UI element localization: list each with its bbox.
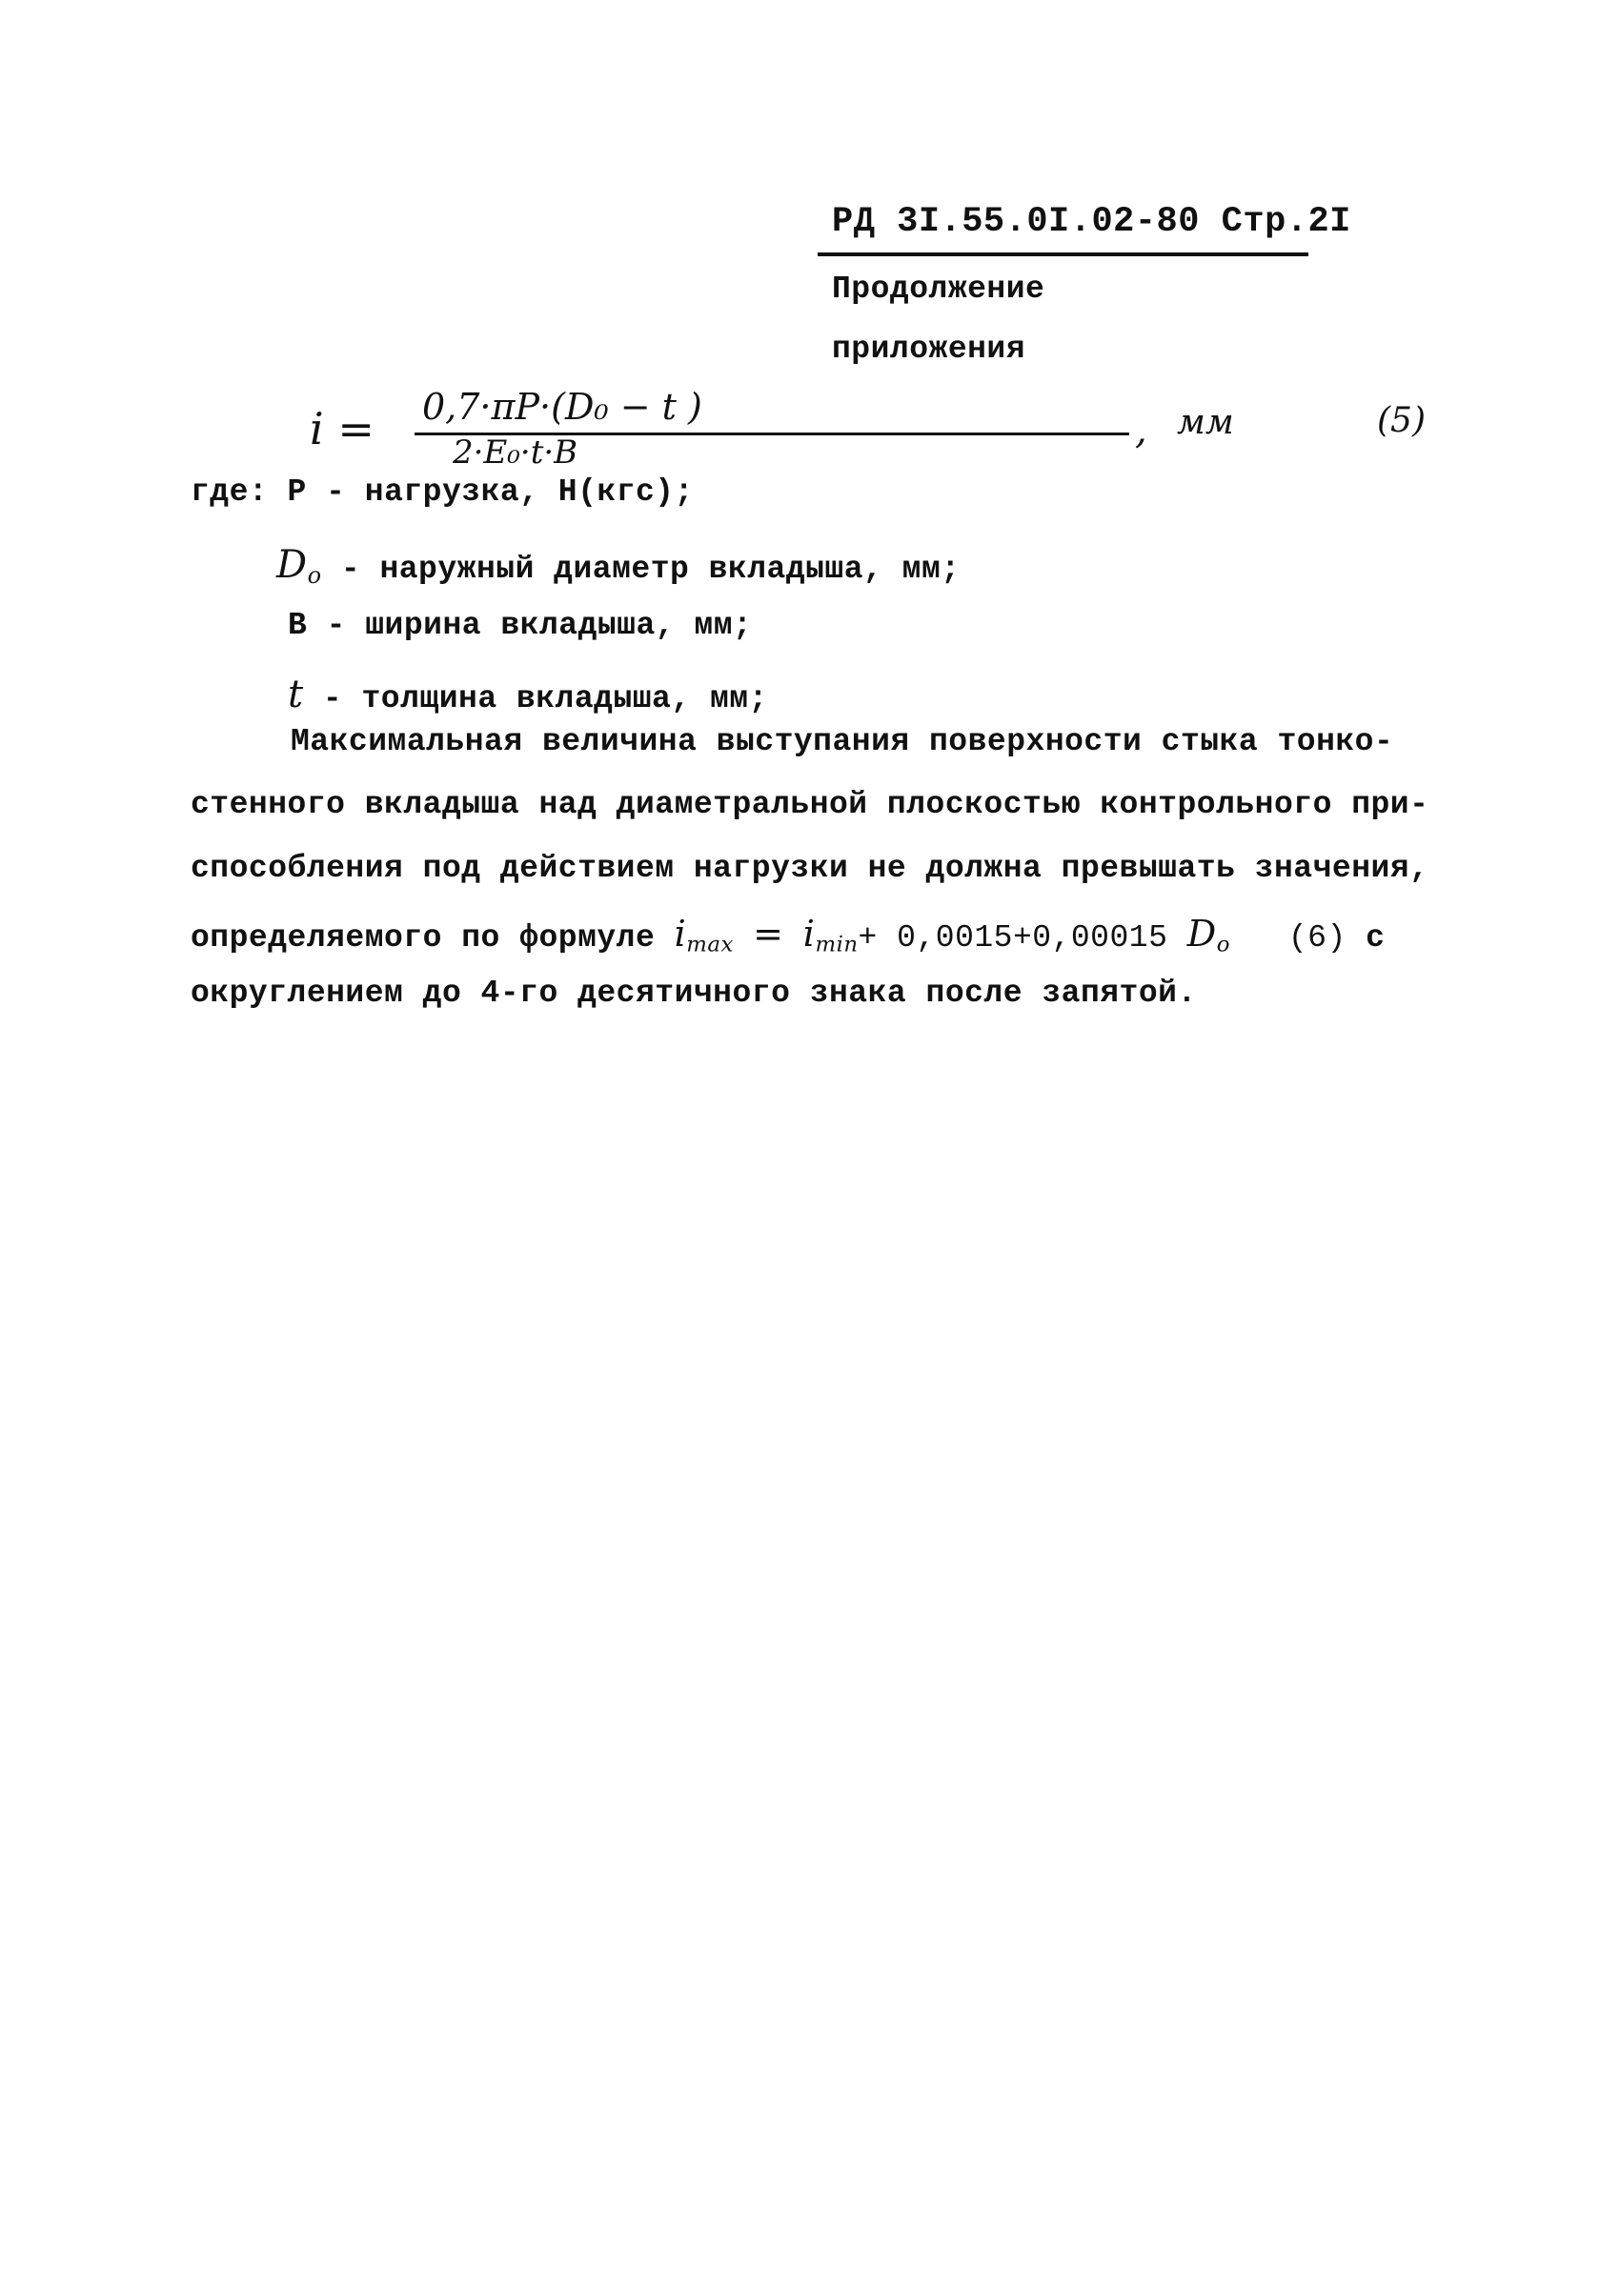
definition-text: - толщина вкладыша, мм; <box>322 681 768 716</box>
symbol-d-subscript: o <box>307 562 322 589</box>
symbol-p: P <box>287 474 307 510</box>
definition-thickness <box>288 673 768 716</box>
paragraph-line-4-suffix: с <box>1366 920 1386 956</box>
subscript-max: max <box>686 932 734 957</box>
formula-5-unit: мм <box>1177 403 1234 442</box>
continuation-label: Продолжение <box>832 272 1045 307</box>
formula-6-lhs <box>675 913 734 955</box>
symbol-d0 <box>276 543 322 587</box>
paragraph-line-2: стенного вкладыша над диаметральной плоскостью контрольного при- <box>191 787 1429 822</box>
document-code: РД 3I.55.0I.02-80 Стр.2I <box>832 202 1351 242</box>
paragraph-line-1: Максимальная величина выступания поверхности стыка тонко- <box>291 724 1394 759</box>
formula-6-equals: = <box>753 913 784 955</box>
definition-text: - нагрузка, Н(кгс); <box>326 474 694 510</box>
where-label: где: <box>191 474 269 510</box>
definition-text: - наружный диаметр вкладыша, мм; <box>340 552 961 587</box>
subscript-min: min <box>815 932 859 957</box>
var-i-min: i <box>802 913 816 955</box>
formula-5 <box>310 386 1426 481</box>
definition-text: - ширина вкладыша, мм; <box>326 608 753 643</box>
definition-width <box>288 608 752 643</box>
symbol-d: D <box>276 543 308 587</box>
paragraph-line-3: способления под действием нагрузки не должна превышать значения, <box>191 851 1429 886</box>
symbol-t: t <box>288 673 304 716</box>
formula-6-number: (6) <box>1287 920 1347 956</box>
symbol-b: B <box>288 608 308 643</box>
definition-load <box>191 474 694 510</box>
formula-6-d0 <box>1187 913 1230 955</box>
symbol-d-subscript: o <box>1216 932 1230 957</box>
formula-5-lhs: i = <box>310 403 375 454</box>
formula-5-numerator: 0,7·πP·(D₀ − t ) <box>422 386 702 428</box>
formula-5-comma: , <box>1135 409 1147 453</box>
paragraph-line-4 <box>191 913 1385 957</box>
var-i-max: i <box>674 913 687 955</box>
definition-outer-diameter <box>276 543 961 589</box>
formula-6-rhs-var <box>803 913 859 955</box>
formula-6-intro: определяемого по формуле <box>191 920 656 956</box>
formula-5-denominator: 2·E₀·t·B <box>453 433 578 472</box>
formula-5-number: (5) <box>1377 401 1426 440</box>
formula-6-constants: + 0,0015+0,00015 <box>858 920 1168 956</box>
paragraph-line-5: округлением до 4-го десятичного знака после запятой. <box>191 976 1197 1011</box>
appendix-label: приложения <box>832 332 1026 367</box>
symbol-d: D <box>1186 913 1217 955</box>
header-underline <box>818 252 1308 256</box>
